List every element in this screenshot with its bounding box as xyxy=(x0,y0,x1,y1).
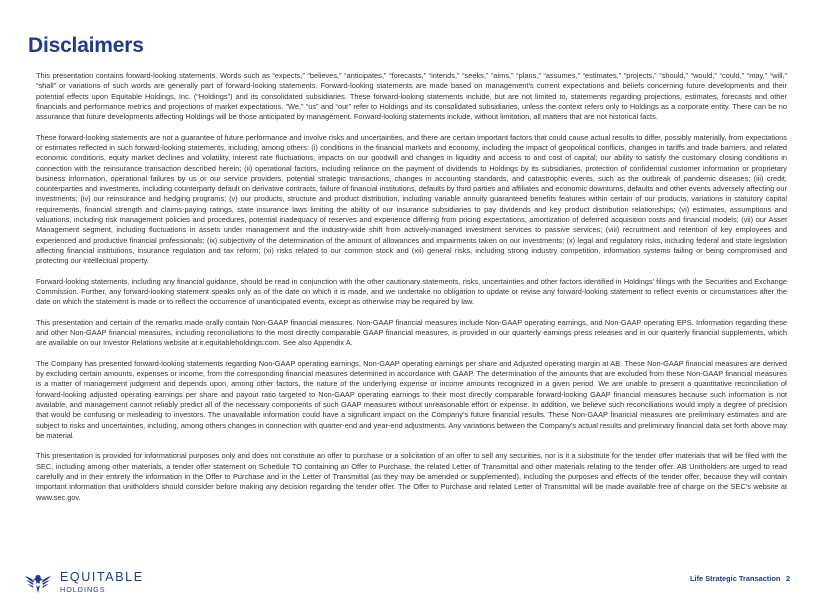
eagle-emblem-icon xyxy=(24,572,52,594)
page-title: Disclaimers xyxy=(28,34,144,57)
page-number: 2 xyxy=(786,574,791,583)
logo-name: EQUITABLE xyxy=(60,570,144,584)
paragraph-forward-looking: This presentation contains forward-looking statements. Words such as “expects,” “believes,” “anticipates,” “forecasts,” “intends,” “seeks,” “aims,” “plans,” “assumes,” “estimates,” “projects,” “should,” “would,” “could,” “may,” “will,” “shall” or variations of such words are generally part of forward-looking statements. Forward-looking statements are made based on management’s current expectations and beliefs concerning future developments and their potential effects upon Equitable Holdings, Inc. (“Holdings”) and its consolidated subsidiaries. These forward-looking statements include, but are not limited to, statements regarding projections, estimates, forecasts and other financials and performance metrics and projections of market expectations. “We,” “us” and “our” refer to Holdings and its consolidated subsidiaries, unless the context refers only to Holdings as a corporate entity. There can be no assurance that future developments affecting Holdings will be those anticipated by management. Forward-looking statements include, without limitation, all matters that are not historical facts. xyxy=(36,71,787,122)
footer-label: Life Strategic Transaction xyxy=(690,574,781,583)
logo-wordmark xyxy=(60,571,144,594)
paragraph-non-gaap: This presentation and certain of the remarks made orally contain Non-GAAP financial measures. Non-GAAP financial measures include Non-GAAP operating earnings, and Non-GAAP operating EPS. Information regarding these and other Non-GAAP financial measures, including reconciliations to the most directly comparable GAAP financial measures, is provided in our quarterly earnings press releases and in our quarterly financial supplements, which are available on our Investor Relations website at ir.equitableholdings.com. See also Appendix A. xyxy=(36,317,787,348)
logo-subname: HOLDINGS xyxy=(60,585,106,594)
paragraph-tender-offer: This presentation is provided for informational purposes only and does not constitute an offer to purchase or a solicitation of an offer to sell any securities, nor is it a substitute for the tender offer materials that will be filed with the SEC, including among other materials, a tender offer statement on Schedule TO containing an Offer to Purchase, the related Letter of Transmittal and other materials relating to the tender offer. AB Unitholders are urged to read carefully and in their entirety the information in the Offer to Purchase and in the Letter of Transmittal (as they may be amended or supplemented), including the purposes and effects of the tender offer, because they will contain important information that unitholders should consider before making any decision regarding the tender offer. The Offer to Purchase and related Letter of Transmittal will be made available free of charge on the SEC’s website at www.sec.gov. xyxy=(36,451,787,502)
equitable-logo xyxy=(24,571,144,594)
paragraph-non-gaap-forward: The Company has presented forward-looking statements regarding Non-GAAP operating earnings, Non-GAAP operating earnings per share and Adjusted operating margin at AB. These Non-GAAP financial measures are derived by excluding certain amounts, expenses or income, from the corresponding financial measures determined in accordance with GAAP. The determination of the amounts that are excluded from these Non-GAAP financial measures is a matter of management judgment and depends upon, among other factors, the nature of the underlying expense or income amounts recognized in a given period. We are unable to present a quantitative reconciliation of forward-looking adjusted operating earnings per share and payout ratio targeted to Non-GAAP operating earnings to their most directly comparable forward-looking GAAP financial measures because such information is not available, and management cannot reliably predict all of the necessary components of such GAAP measures without unreasonable effort or expense. In addition, we believe such reconciliations would imply a degree of precision that would be confusing or misleading to investors. The unavailable information could have a significant impact on the Company’s future financial results. These Non-GAAP financial measures are preliminary estimates and are subject to risks and uncertainties, including, among others changes in connection with quarter-end and year-end adjustments. Any variations between the Company’s actual results and preliminary financial data set forth above may be material. xyxy=(36,358,787,440)
paragraph-sec-filings: Forward-looking statements, including any financial guidance, should be read in conjunction with the other cautionary statements, risks, uncertainties and other factors identified in Holdings’ filings with the Securities and Exchange Commission. Further, any forward-looking statement speaks only as of the date on which it is made, and we undertake no obligation to update or revise any forward-looking statement to reflect events or circumstances after the date on which the statement is made or to reflect the occurrence of unanticipated events, except as otherwise may be required by law. xyxy=(36,276,787,307)
paragraph-risk-factors: These forward-looking statements are not a guarantee of future performance and involve risks and uncertainties, and there are certain important factors that could cause actual results to differ, possibly materially, from expectations or estimates reflected in such forward-looking statements, including, among others: (i) conditions in the financial markets and economy, including the impact of geopolitical conflicts, changes in tariffs and trade barriers, and related economic conditions, equity market declines and volatility, interest rate fluctuations, impacts on our goodwill and changes in liquidity and access to and cost of capital; our ability to satisfy the customary closing conditions in connection with the reinsurance transaction described herein; (ii) operational factors, including reliance on the payment of dividends to Holdings by its subsidiaries, protection of confidential customer information or proprietary business information, operational failures by us or our service providers, potential strategic transactions, changes in accounting standards, and catastrophic events, such as the outbreak of pandemic diseases; (iii) credit, counterparties and investments, including counterparty default on derivative contracts, failure of financial institutions, defaults by third parties and affiliates and economic downturns, defaults and other events adversely affecting our investments; (iv) our reinsurance and hedging programs; (v) our products, structure and product distribution, including variable annuity guaranteed benefits features within certain of our products, variations in statutory capital requirements, financial strength and claims-paying ratings, state insurance laws limiting the ability of our insurance subsidiaries to pay dividends and key product distribution relationships; (vi) estimates, assumptions and valuations, including risk management policies and procedures, potential inadequacy of reserves and experience differing from pricing expectations, amortization of deferred acquisition costs and financial models; (vii) our Asset Management segment, including fluctuations in assets under management and the industry-wide shift from actively-managed investment services to passive services; (viii) recruitment and retention of key employees and experienced and productive financial professionals; (ix) subjectivity of the determination of the amount of allowances and impairments taken on our investments; (x) legal and regulatory risks, including federal and state legislation affecting financial institutions, insurance regulation and tax reform; (xi) risks related to our common stock and (xii) general risks, including strong industry competition, information systems failing or being compromised and protecting our intellectual property. xyxy=(36,132,787,266)
disclaimer-body xyxy=(36,71,787,513)
